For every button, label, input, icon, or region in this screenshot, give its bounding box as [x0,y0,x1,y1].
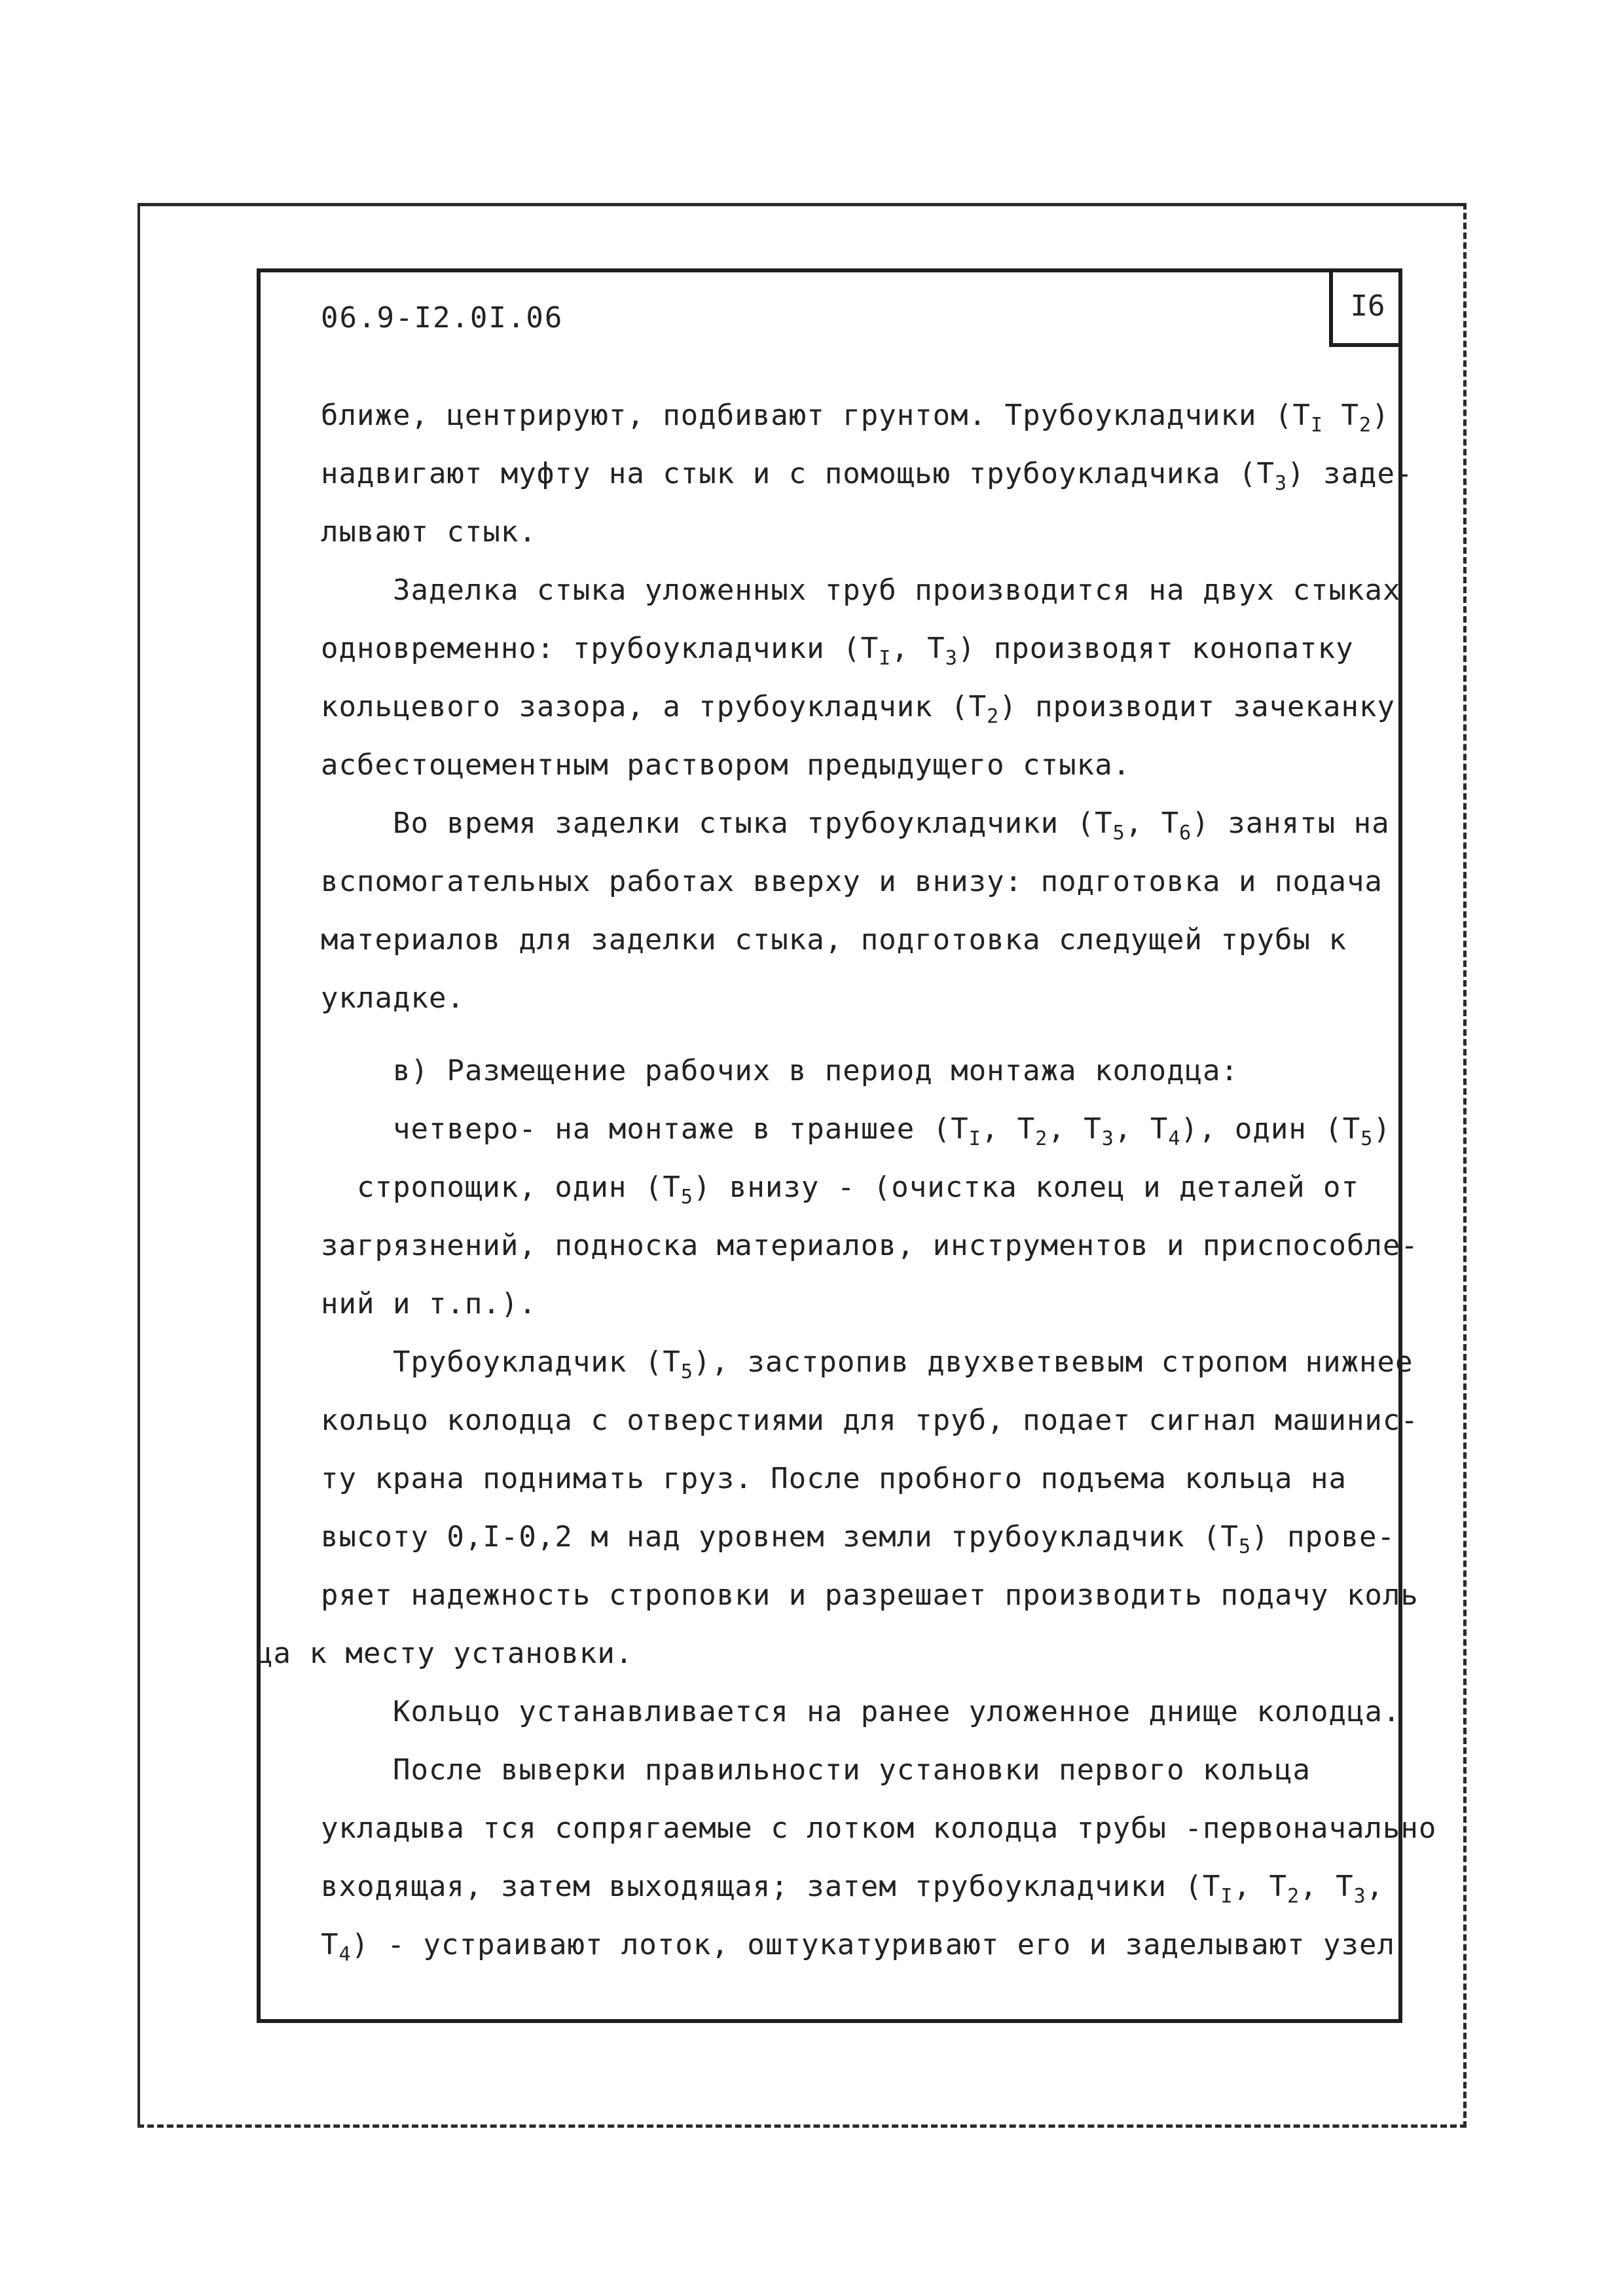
paragraph-start: Кольцо устанавливается на ранее уложенное днище колодца. [393,1695,1401,1728]
page-number: I6 [1350,289,1385,323]
paragraph-gap [321,1027,1381,1042]
text-line: асбестоцементным раствором предыдущего стыка. [321,748,1131,782]
document-code: 06.9-I2.0I.06 [321,301,564,335]
text-line: $T_4$) - устраивают лоток, оштукатуривают его и заделывают узел [321,1928,1395,1966]
text-line: кольцевого зазора, а трубоукладчик $(T_2)$ производит зачеканку [321,690,1395,728]
text-line: ту крана поднимать груз. После пробного подъема кольца на [321,1462,1347,1495]
text-line: материалов для заделки стыка, подготовка следущей трубы к [321,923,1347,957]
paragraph-start: Трубоукладчик $(T_5)$, застропив двухветвевым стропом нижнее [393,1345,1413,1383]
page-number-box [1329,268,1402,347]
text-line: четверо- на монтаже в траншее ($T_I$, $T_2$, $T_3$, $T_4$), один $(T_5)$ [393,1112,1391,1150]
text-line: высоту 0,I-0,2 м над уровнем земли трубоукладчик $(T_5)$ прове- [321,1520,1395,1558]
text-line: ряет надежность строповки и разрешает производить подачу коль [321,1578,1419,1612]
text-line: ца к месту установки. [255,1637,634,1670]
text-line: стропощик, один $(T_5)$ внизу - (очистка колец и деталей от [357,1171,1360,1209]
text-line: одновременно: трубоукладчики ($T_I$, $T_3$) производят конопатку [321,632,1354,670]
text-line: входящая, затем выходящая; затем трубоукладчики ($T_I$, $T_2$, $T_3$, [321,1870,1385,1908]
text-line: вспомогательных работах вверху и внизу: подготовка и подача [321,865,1383,898]
body-text [255,386,1437,1974]
text-line: загрязнений, подноска материалов, инструментов и приспособле- [321,1229,1419,1262]
paragraph-start: Во время заделки стыка трубоукладчики ($T_5$, $T_6$) заняты на [393,807,1390,845]
text-line: надвигают муфту на стык и с помощью трубоукладчика $(T_3)$ заде- [321,457,1413,495]
text-line: кольцо колодца с отверстиями для труб, подает сигнал машинис- [321,1404,1419,1437]
text-line: укладыва тся сопрягаемые с лотком колодца трубы -первоначально [321,1812,1437,1845]
paragraph-start: После выверки правильности установки первого кольца [393,1753,1311,1787]
text-line: ближе, центрируют, подбивают грунтом. Трубоукладчики ($T_I$ $T_2$) [321,399,1390,437]
section-heading: в) Размещение рабочих в период монтажа колодца: [393,1054,1239,1087]
paragraph-start: Заделка стыка уложенных труб производится на двух стыках [393,574,1401,607]
text-line: лывают стык. [321,515,537,549]
text-line: укладке. [321,981,465,1015]
text-line: ний и т.п.). [321,1287,537,1321]
